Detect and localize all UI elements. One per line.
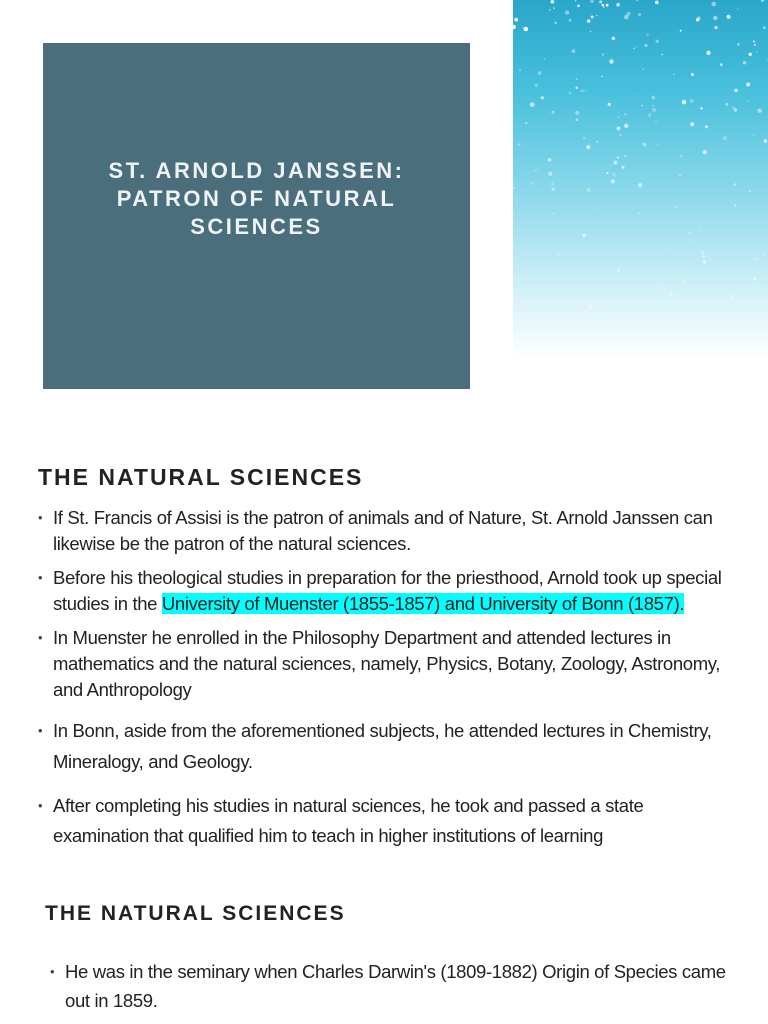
star: [633, 48, 635, 50]
star: [612, 37, 616, 41]
star: [667, 311, 669, 313]
highlighted-text: University of Muenster (1855-1857) and University of Bonn (1857).: [161, 593, 685, 614]
star: [691, 73, 694, 76]
star: [583, 137, 585, 139]
star: [662, 54, 664, 56]
star: [616, 3, 620, 7]
star: [553, 7, 555, 9]
star: [599, 0, 602, 3]
star: [610, 165, 612, 167]
star: [689, 232, 691, 234]
star: [516, 201, 518, 203]
star: [743, 61, 746, 64]
star: [590, 0, 593, 3]
star: [602, 53, 604, 55]
star: [690, 122, 694, 126]
star: [703, 261, 706, 264]
star: [683, 279, 685, 281]
star: [612, 172, 616, 176]
star: [714, 26, 717, 29]
star: [655, 1, 659, 5]
star: [618, 117, 619, 118]
star: [757, 109, 761, 113]
star: [587, 19, 591, 23]
star: [731, 295, 735, 299]
star: [711, 2, 716, 7]
slide-title: ST. ARNOLD JANSSEN: PATRON OF NATURAL SCIENCES: [108, 158, 405, 239]
star: [591, 16, 594, 19]
star: [682, 100, 687, 105]
star: [580, 89, 583, 92]
bullet-list-2: [50, 957, 730, 1015]
star: [534, 169, 537, 172]
star: [638, 13, 641, 16]
star: [655, 121, 657, 123]
star: [551, 182, 555, 186]
star: [565, 11, 569, 15]
star: [624, 124, 628, 128]
section-heading-2: THE NATURAL SCIENCES: [45, 902, 346, 925]
star: [642, 142, 646, 146]
star: [734, 204, 736, 206]
star: [569, 19, 572, 22]
star: [557, 253, 559, 255]
star: [641, 105, 642, 106]
star: [577, 4, 580, 7]
star: [514, 18, 518, 22]
star: [544, 58, 546, 60]
star: [746, 83, 750, 87]
star: [656, 40, 659, 43]
star: [680, 30, 682, 32]
star: [713, 16, 717, 20]
star: [617, 269, 620, 272]
star: [638, 183, 642, 187]
star: [552, 188, 555, 191]
star: [703, 150, 707, 154]
list-item: • If St. Francis of Assisi is the patron of animals and of Nature, St. Arnold Janssen can likewise be the patron of the natural sciences.: [38, 505, 738, 557]
star: [680, 155, 683, 158]
star: [575, 111, 579, 115]
star: [588, 305, 592, 309]
star: [548, 158, 552, 162]
star: [617, 156, 619, 158]
star: [642, 69, 643, 70]
star: [699, 228, 703, 232]
star: [603, 6, 605, 8]
star: [735, 183, 737, 185]
list-item: • Before his theological studies in preparation for the priesthood, Arnold took up special studies in the University of Muenster (1855-1857) and University of Bonn (1857).: [38, 565, 738, 617]
star: [673, 74, 675, 76]
star: [669, 292, 673, 296]
star: [652, 108, 656, 112]
star: [551, 0, 555, 4]
star: [756, 51, 757, 52]
star: [644, 311, 645, 312]
star: [575, 0, 577, 2]
star: [514, 320, 516, 322]
starry-sky-image: [513, 0, 768, 360]
star: [551, 111, 554, 114]
star: [602, 76, 603, 77]
star: [754, 44, 756, 46]
star: [636, 0, 639, 1]
stars-graphic: [513, 0, 768, 360]
star: [530, 102, 535, 107]
title-box: [43, 43, 470, 389]
star: [657, 281, 659, 283]
star: [753, 134, 755, 136]
star: [701, 251, 704, 254]
star: [586, 188, 590, 192]
star: [538, 71, 542, 75]
star: [627, 12, 631, 16]
star: [740, 314, 742, 316]
star: [753, 40, 755, 42]
star: [625, 155, 627, 157]
list-item: • In Bonn, aside from the aforementioned subjects, he attended lectures in Chemistry, Mineralogy, and Geology.: [38, 715, 738, 777]
star: [602, 4, 604, 6]
star: [636, 46, 637, 47]
star: [657, 144, 659, 146]
star: [761, 0, 764, 2]
star: [576, 87, 578, 89]
star: [519, 69, 520, 70]
list-item: • He was in the seminary when Charles Darwin's (1809-1882) Origin of Species came out in 1859.: [50, 957, 730, 1015]
star: [714, 312, 719, 317]
star: [595, 308, 598, 311]
star: [609, 59, 613, 63]
star: [725, 103, 728, 106]
star: [596, 141, 598, 143]
star: [617, 242, 619, 244]
star: [732, 107, 735, 110]
star: [763, 26, 766, 29]
star: [762, 252, 766, 256]
star: [706, 51, 710, 55]
star: [755, 257, 758, 260]
star: [541, 96, 544, 99]
star: [747, 100, 749, 102]
star: [648, 113, 652, 117]
star: [679, 175, 681, 177]
star: [726, 15, 730, 19]
star: [749, 190, 751, 192]
star: [522, 27, 523, 28]
star: [638, 212, 640, 214]
star: [549, 9, 551, 11]
star: [737, 43, 740, 46]
star: [600, 279, 602, 281]
star: [657, 267, 659, 269]
title-slide: [0, 0, 768, 420]
star: [553, 213, 555, 215]
star: [582, 234, 586, 238]
star: [749, 53, 752, 56]
star: [700, 107, 702, 109]
star: [720, 63, 723, 66]
star: [613, 161, 617, 165]
star: [645, 44, 648, 47]
star: [576, 78, 578, 80]
star: [705, 125, 708, 128]
star: [689, 239, 691, 241]
star: [753, 278, 756, 281]
star: [696, 18, 699, 21]
star: [653, 105, 654, 106]
bullet-list: [38, 505, 738, 851]
star: [617, 127, 621, 131]
star: [572, 49, 576, 53]
star: [620, 134, 622, 136]
star: [668, 246, 671, 249]
star: [702, 255, 706, 259]
star: [525, 122, 527, 124]
star: [594, 210, 595, 211]
star: [723, 136, 727, 140]
star: [576, 119, 579, 122]
star: [608, 103, 611, 106]
star: [514, 182, 515, 183]
list-item: • After completing his studies in natural sciences, he took and passed a state examination that qualified him to teach in higher institutions of learning: [38, 791, 738, 851]
star: [513, 306, 515, 308]
star: [652, 96, 656, 100]
star: [606, 172, 608, 174]
star: [734, 89, 738, 93]
star: [611, 179, 615, 183]
star: [590, 31, 591, 32]
star: [690, 99, 694, 103]
star: [524, 27, 529, 32]
star: [586, 145, 590, 149]
star: [531, 182, 534, 185]
star: [547, 237, 549, 239]
star: [675, 206, 677, 208]
star: [764, 139, 767, 142]
star: [569, 92, 572, 95]
star: [513, 25, 516, 29]
star: [622, 166, 625, 169]
star: [596, 15, 598, 17]
star: [555, 22, 557, 24]
star: [585, 90, 586, 91]
star: [548, 172, 552, 176]
star: [538, 168, 540, 170]
star: [535, 84, 538, 87]
star: [606, 4, 609, 7]
star: [513, 187, 515, 189]
star: [737, 8, 738, 9]
star: [518, 143, 520, 145]
star: [646, 34, 648, 36]
section-heading: THE NATURAL SCIENCES: [38, 464, 364, 490]
list-item: • In Muenster he enrolled in the Philosophy Department and attended lectures in mathematics and the natural sciences, namely, Physics, Botany, Zoology, Astronomy, and Anthropology: [38, 625, 738, 703]
star: [624, 113, 627, 116]
